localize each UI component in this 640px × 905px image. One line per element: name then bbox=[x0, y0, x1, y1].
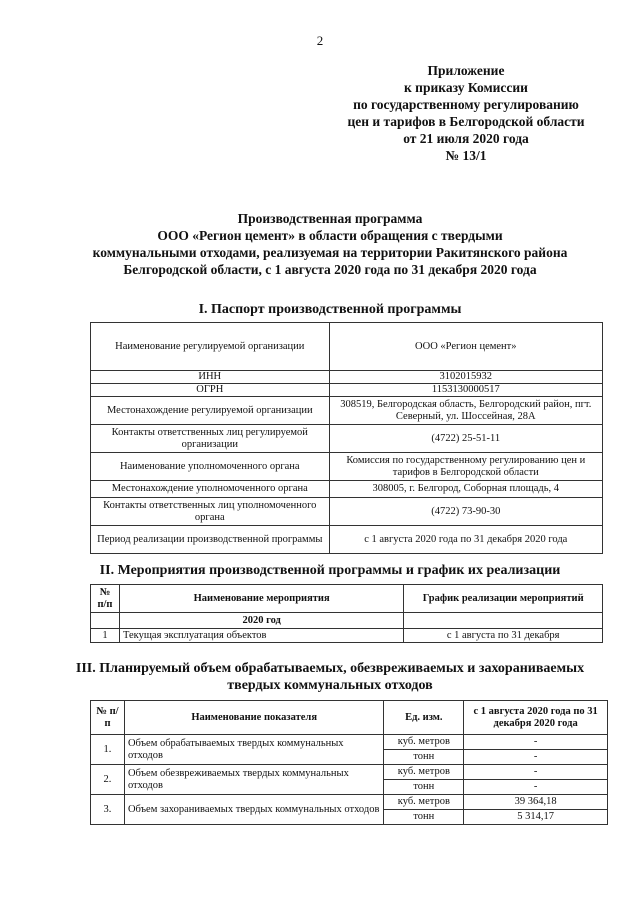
row-value: 3102015932 bbox=[329, 371, 602, 384]
table-row bbox=[91, 498, 603, 526]
col-header-name: Наименование показателя bbox=[124, 701, 383, 735]
page-number: 2 bbox=[316, 33, 324, 48]
year-label: 2020 год bbox=[119, 613, 403, 629]
row-label: Контакты ответственных лиц регулируемой организации bbox=[91, 425, 330, 453]
row-unit: куб. метров bbox=[384, 765, 464, 780]
row-label: Период реализации производственной программы bbox=[91, 526, 330, 554]
table-row bbox=[91, 371, 603, 384]
row-unit: тонн bbox=[384, 780, 464, 795]
appendix-header bbox=[330, 62, 602, 164]
row-unit: тонн bbox=[384, 810, 464, 825]
table-row bbox=[91, 765, 608, 780]
table-header-row bbox=[91, 585, 603, 613]
row-name: Текущая эксплуатация объектов bbox=[119, 629, 403, 643]
table-row bbox=[91, 481, 603, 498]
col-header-period: с 1 августа 2020 года по 31 декабря 2020 года bbox=[464, 701, 608, 735]
row-value: 308005, г. Белгород, Соборная площадь, 4 bbox=[329, 481, 602, 498]
title-line: ООО «Регион цемент» в области обращения с твердыми bbox=[157, 228, 503, 243]
row-unit: тонн bbox=[384, 750, 464, 765]
row-value: ООО «Регион цемент» bbox=[329, 323, 602, 371]
table-row bbox=[91, 453, 603, 481]
row-value: 308519, Белгородская область, Белгородский район, пгт. Северный, ул. Шоссейная, 28А bbox=[329, 397, 602, 425]
row-label: Местонахождение регулируемой организации bbox=[91, 397, 330, 425]
row-label: Контакты ответственных лиц уполномоченного органа bbox=[91, 498, 330, 526]
passport-table bbox=[90, 322, 603, 554]
appendix-line: по государственному регулированию bbox=[353, 97, 579, 112]
row-value: Комиссия по государственному регулированию цен и тарифов в Белгородской области bbox=[329, 453, 602, 481]
section1-title: I. Паспорт производственной программы bbox=[198, 302, 462, 317]
section3-title-line: III. Планируемый объем обрабатываемых, обезвреживаемых и захораниваемых bbox=[75, 661, 585, 676]
document-title bbox=[90, 210, 570, 278]
appendix-line: к приказу Комиссии bbox=[404, 80, 528, 95]
row-value: (4722) 25-51-11 bbox=[329, 425, 602, 453]
row-value: - bbox=[464, 780, 608, 795]
title-line: Производственная программа bbox=[237, 211, 423, 226]
activities-table bbox=[90, 584, 603, 643]
row-value: - bbox=[464, 750, 608, 765]
row-value: (4722) 73-90-30 bbox=[329, 498, 602, 526]
row-schedule: с 1 августа по 31 декабря bbox=[404, 629, 603, 643]
row-num: 1. bbox=[91, 735, 125, 765]
volume-table bbox=[90, 700, 608, 825]
appendix-line: цен и тарифов в Белгородской области bbox=[347, 114, 585, 129]
table-row bbox=[91, 735, 608, 750]
col-header-name: Наименование мероприятия bbox=[119, 585, 403, 613]
row-value: - bbox=[464, 735, 608, 750]
row-label: Наименование регулируемой организации bbox=[91, 323, 330, 371]
table-row bbox=[91, 397, 603, 425]
title-line: коммунальными отходами, реализуемая на территории Ракитянского района bbox=[92, 245, 568, 260]
row-name: Объем обезвреживаемых твердых коммунальных отходов bbox=[124, 765, 383, 795]
table-row bbox=[91, 425, 603, 453]
row-value: с 1 августа 2020 года по 31 декабря 2020 года bbox=[329, 526, 602, 554]
row-num: 2. bbox=[91, 765, 125, 795]
row-value: 39 364,18 bbox=[464, 795, 608, 810]
col-header-schedule: График реализации мероприятий bbox=[404, 585, 603, 613]
row-unit: куб. метров bbox=[384, 735, 464, 750]
table-header-row bbox=[91, 701, 608, 735]
row-unit: куб. метров bbox=[384, 795, 464, 810]
row-num: 1 bbox=[91, 629, 120, 643]
row-label: ОГРН bbox=[91, 384, 330, 397]
table-row bbox=[91, 795, 608, 810]
appendix-line: № 13/1 bbox=[445, 148, 487, 163]
table-row bbox=[91, 613, 603, 629]
col-header-num: № п/п bbox=[91, 585, 120, 613]
table-row bbox=[91, 323, 603, 371]
col-header-num: № п/п bbox=[91, 701, 125, 735]
row-num: 3. bbox=[91, 795, 125, 825]
section2-title: II. Мероприятия производственной программы и график их реализации bbox=[99, 563, 561, 578]
row-label: Наименование уполномоченного органа bbox=[91, 453, 330, 481]
title-line: Белгородской области, с 1 августа 2020 года по 31 декабря 2020 года bbox=[123, 262, 537, 277]
section3-title-line: твердых коммунальных отходов bbox=[227, 678, 433, 693]
table-row bbox=[91, 384, 603, 397]
row-label: Местонахождение уполномоченного органа bbox=[91, 481, 330, 498]
section3-title bbox=[60, 660, 600, 694]
row-label: ИНН bbox=[91, 371, 330, 384]
col-header-unit: Ед. изм. bbox=[384, 701, 464, 735]
table-row bbox=[91, 629, 603, 643]
appendix-line: Приложение bbox=[427, 63, 505, 78]
row-value: 1153130000517 bbox=[329, 384, 602, 397]
row-name: Объем обрабатываемых твердых коммунальных отходов bbox=[124, 735, 383, 765]
table-row bbox=[91, 526, 603, 554]
row-value: 5 314,17 bbox=[464, 810, 608, 825]
row-value: - bbox=[464, 765, 608, 780]
appendix-line: от 21 июля 2020 года bbox=[403, 131, 529, 146]
row-name: Объем захораниваемых твердых коммунальных отходов bbox=[124, 795, 383, 825]
